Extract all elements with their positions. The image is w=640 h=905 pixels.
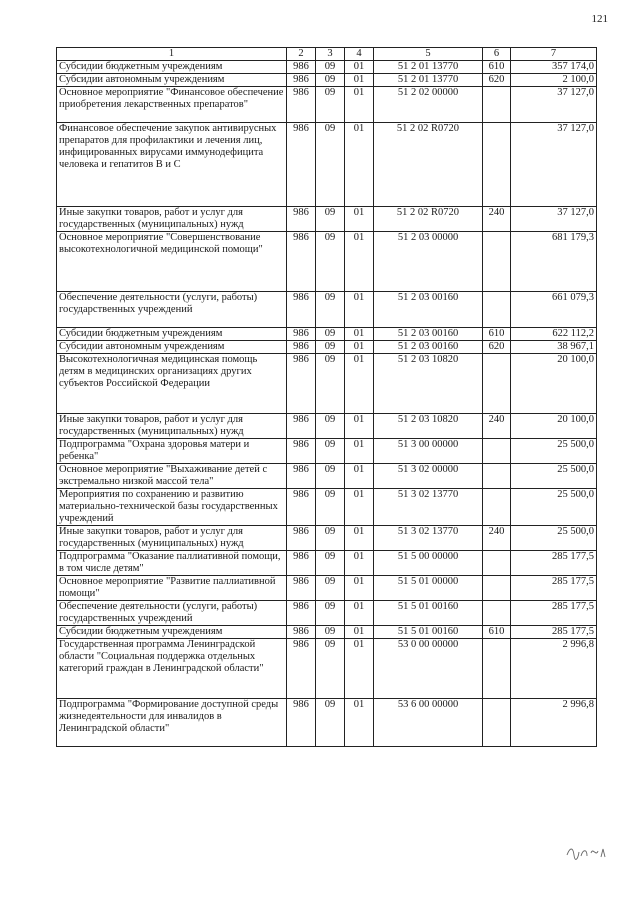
ministry-code: 986 bbox=[287, 74, 316, 87]
subsection-code: 01 bbox=[345, 489, 374, 526]
subsection-code: 01 bbox=[345, 61, 374, 74]
expense-type-code bbox=[483, 601, 511, 626]
ministry-code: 986 bbox=[287, 232, 316, 292]
target-article-code: 51 3 00 00000 bbox=[374, 439, 483, 464]
amount: 38 967,1 bbox=[511, 341, 597, 354]
amount: 37 127,0 bbox=[511, 87, 597, 123]
item-name: Субсидии бюджетным учреждениям bbox=[57, 61, 287, 74]
table-row bbox=[57, 87, 597, 123]
subsection-code: 01 bbox=[345, 354, 374, 414]
subsection-code: 01 bbox=[345, 464, 374, 489]
table-row bbox=[57, 464, 597, 489]
column-header: 2 bbox=[287, 48, 316, 61]
section-code: 09 bbox=[316, 74, 345, 87]
target-article-code: 51 3 02 00000 bbox=[374, 464, 483, 489]
amount: 2 100,0 bbox=[511, 74, 597, 87]
target-article-code: 51 5 01 00000 bbox=[374, 576, 483, 601]
expense-type-code bbox=[483, 699, 511, 747]
signature-mark bbox=[565, 843, 609, 863]
subsection-code: 01 bbox=[345, 341, 374, 354]
column-header: 7 bbox=[511, 48, 597, 61]
target-article-code: 51 2 01 13770 bbox=[374, 74, 483, 87]
section-code: 09 bbox=[316, 601, 345, 626]
expense-type-code bbox=[483, 639, 511, 699]
section-code: 09 bbox=[316, 207, 345, 232]
target-article-code: 51 3 02 13770 bbox=[374, 526, 483, 551]
expense-type-code bbox=[483, 489, 511, 526]
column-header: 3 bbox=[316, 48, 345, 61]
column-header: 5 bbox=[374, 48, 483, 61]
table-row bbox=[57, 551, 597, 576]
column-header: 1 bbox=[57, 48, 287, 61]
item-name: Основное мероприятие "Выхаживание детей с экстремально низкой массой тела" bbox=[57, 464, 287, 489]
target-article-code: 51 5 01 00160 bbox=[374, 601, 483, 626]
ministry-code: 986 bbox=[287, 87, 316, 123]
amount: 357 174,0 bbox=[511, 61, 597, 74]
target-article-code: 51 2 03 00160 bbox=[374, 292, 483, 328]
item-name: Подпрограмма "Охрана здоровья матери и ребенка" bbox=[57, 439, 287, 464]
target-article-code: 53 6 00 00000 bbox=[374, 699, 483, 747]
column-header: 6 bbox=[483, 48, 511, 61]
target-article-code: 51 2 03 10820 bbox=[374, 414, 483, 439]
amount: 20 100,0 bbox=[511, 354, 597, 414]
ministry-code: 986 bbox=[287, 526, 316, 551]
table-row bbox=[57, 489, 597, 526]
subsection-code: 01 bbox=[345, 328, 374, 341]
subsection-code: 01 bbox=[345, 74, 374, 87]
page-number: 121 bbox=[591, 13, 608, 25]
table-row bbox=[57, 699, 597, 747]
section-code: 09 bbox=[316, 328, 345, 341]
amount: 37 127,0 bbox=[511, 123, 597, 207]
table-row bbox=[57, 439, 597, 464]
ministry-code: 986 bbox=[287, 601, 316, 626]
table-row bbox=[57, 61, 597, 74]
ministry-code: 986 bbox=[287, 639, 316, 699]
expense-type-code bbox=[483, 464, 511, 489]
section-code: 09 bbox=[316, 123, 345, 207]
section-code: 09 bbox=[316, 576, 345, 601]
amount: 25 500,0 bbox=[511, 464, 597, 489]
item-name: Подпрограмма "Оказание паллиативной помощи, в том числе детям" bbox=[57, 551, 287, 576]
table-row bbox=[57, 341, 597, 354]
section-code: 09 bbox=[316, 526, 345, 551]
ministry-code: 986 bbox=[287, 576, 316, 601]
ministry-code: 986 bbox=[287, 354, 316, 414]
ministry-code: 986 bbox=[287, 292, 316, 328]
subsection-code: 01 bbox=[345, 292, 374, 328]
subsection-code: 01 bbox=[345, 87, 374, 123]
amount: 285 177,5 bbox=[511, 626, 597, 639]
target-article-code: 51 2 03 10820 bbox=[374, 354, 483, 414]
section-code: 09 bbox=[316, 639, 345, 699]
subsection-code: 01 bbox=[345, 123, 374, 207]
table-row bbox=[57, 576, 597, 601]
amount: 285 177,5 bbox=[511, 576, 597, 601]
expense-type-code: 610 bbox=[483, 328, 511, 341]
section-code: 09 bbox=[316, 354, 345, 414]
ministry-code: 986 bbox=[287, 414, 316, 439]
item-name: Иные закупки товаров, работ и услуг для государственных (муниципальных) нужд bbox=[57, 526, 287, 551]
amount: 661 079,3 bbox=[511, 292, 597, 328]
ministry-code: 986 bbox=[287, 439, 316, 464]
item-name: Основное мероприятие "Финансовое обеспечение приобретения лекарственных препаратов" bbox=[57, 87, 287, 123]
budget-table bbox=[56, 47, 597, 747]
section-code: 09 bbox=[316, 292, 345, 328]
expense-type-code bbox=[483, 232, 511, 292]
item-name: Иные закупки товаров, работ и услуг для государственных (муниципальных) нужд bbox=[57, 414, 287, 439]
table-row bbox=[57, 232, 597, 292]
target-article-code: 51 3 02 13770 bbox=[374, 489, 483, 526]
ministry-code: 986 bbox=[287, 626, 316, 639]
table-row bbox=[57, 292, 597, 328]
expense-type-code: 610 bbox=[483, 61, 511, 74]
item-name: Субсидии бюджетным учреждениям bbox=[57, 626, 287, 639]
item-name: Субсидии автономным учреждениям bbox=[57, 74, 287, 87]
header-row bbox=[57, 48, 597, 61]
amount: 2 996,8 bbox=[511, 639, 597, 699]
expense-type-code: 240 bbox=[483, 526, 511, 551]
subsection-code: 01 bbox=[345, 699, 374, 747]
item-name: Обеспечение деятельности (услуги, работы) государственных учреждений bbox=[57, 292, 287, 328]
section-code: 09 bbox=[316, 489, 345, 526]
item-name: Обеспечение деятельности (услуги, работы) государственных учреждений bbox=[57, 601, 287, 626]
section-code: 09 bbox=[316, 464, 345, 489]
table-row bbox=[57, 639, 597, 699]
item-name: Основное мероприятие "Развитие паллиативной помощи" bbox=[57, 576, 287, 601]
amount: 2 996,8 bbox=[511, 699, 597, 747]
amount: 25 500,0 bbox=[511, 439, 597, 464]
section-code: 09 bbox=[316, 439, 345, 464]
column-header: 4 bbox=[345, 48, 374, 61]
amount: 681 179,3 bbox=[511, 232, 597, 292]
item-name: Основное мероприятие "Совершенствование высокотехнологичной медицинской помощи" bbox=[57, 232, 287, 292]
section-code: 09 bbox=[316, 414, 345, 439]
amount: 20 100,0 bbox=[511, 414, 597, 439]
subsection-code: 01 bbox=[345, 576, 374, 601]
section-code: 09 bbox=[316, 341, 345, 354]
subsection-code: 01 bbox=[345, 626, 374, 639]
section-code: 09 bbox=[316, 551, 345, 576]
item-name: Субсидии автономным учреждениям bbox=[57, 341, 287, 354]
section-code: 09 bbox=[316, 87, 345, 123]
item-name: Мероприятия по сохранению и развитию материально-технической базы государственных учреждений bbox=[57, 489, 287, 526]
ministry-code: 986 bbox=[287, 464, 316, 489]
subsection-code: 01 bbox=[345, 551, 374, 576]
expense-type-code: 620 bbox=[483, 74, 511, 87]
amount: 37 127,0 bbox=[511, 207, 597, 232]
target-article-code: 51 2 03 00160 bbox=[374, 341, 483, 354]
expense-type-code bbox=[483, 123, 511, 207]
table-row bbox=[57, 601, 597, 626]
expense-type-code: 620 bbox=[483, 341, 511, 354]
section-code: 09 bbox=[316, 626, 345, 639]
subsection-code: 01 bbox=[345, 439, 374, 464]
item-name: Подпрограмма "Формирование доступной среды жизнедеятельности для инвалидов в Ленинградской области" bbox=[57, 699, 287, 747]
expense-type-code bbox=[483, 87, 511, 123]
ministry-code: 986 bbox=[287, 341, 316, 354]
expense-type-code bbox=[483, 576, 511, 601]
expense-type-code bbox=[483, 292, 511, 328]
subsection-code: 01 bbox=[345, 526, 374, 551]
section-code: 09 bbox=[316, 699, 345, 747]
target-article-code: 51 2 03 00160 bbox=[374, 328, 483, 341]
amount: 285 177,5 bbox=[511, 601, 597, 626]
target-article-code: 51 2 01 13770 bbox=[374, 61, 483, 74]
amount: 25 500,0 bbox=[511, 489, 597, 526]
item-name: Высокотехнологичная медицинская помощь детям в медицинских организациях других субъектов Российской Федерации bbox=[57, 354, 287, 414]
target-article-code: 51 5 01 00160 bbox=[374, 626, 483, 639]
subsection-code: 01 bbox=[345, 639, 374, 699]
table-row bbox=[57, 123, 597, 207]
amount: 25 500,0 bbox=[511, 526, 597, 551]
ministry-code: 986 bbox=[287, 123, 316, 207]
table-row bbox=[57, 207, 597, 232]
expense-type-code bbox=[483, 439, 511, 464]
item-name: Финансовое обеспечение закупок антивирусных препаратов для профилактики и лечения лиц, инфицированных вирусами иммунодефицита человека и гепатитов В и С bbox=[57, 123, 287, 207]
expense-type-code: 240 bbox=[483, 414, 511, 439]
table-row bbox=[57, 526, 597, 551]
section-code: 09 bbox=[316, 61, 345, 74]
ministry-code: 986 bbox=[287, 489, 316, 526]
ministry-code: 986 bbox=[287, 61, 316, 74]
item-name: Иные закупки товаров, работ и услуг для государственных (муниципальных) нужд bbox=[57, 207, 287, 232]
subsection-code: 01 bbox=[345, 207, 374, 232]
section-code: 09 bbox=[316, 232, 345, 292]
ministry-code: 986 bbox=[287, 551, 316, 576]
amount: 622 112,2 bbox=[511, 328, 597, 341]
item-name: Государственная программа Ленинградской области "Социальная поддержка отдельных категорий граждан в Ленинградской области" bbox=[57, 639, 287, 699]
expense-type-code: 610 bbox=[483, 626, 511, 639]
expense-type-code bbox=[483, 551, 511, 576]
ministry-code: 986 bbox=[287, 699, 316, 747]
ministry-code: 986 bbox=[287, 328, 316, 341]
target-article-code: 53 0 00 00000 bbox=[374, 639, 483, 699]
subsection-code: 01 bbox=[345, 232, 374, 292]
table-row bbox=[57, 414, 597, 439]
target-article-code: 51 2 02 00000 bbox=[374, 87, 483, 123]
target-article-code: 51 2 03 00000 bbox=[374, 232, 483, 292]
target-article-code: 51 5 00 00000 bbox=[374, 551, 483, 576]
ministry-code: 986 bbox=[287, 207, 316, 232]
subsection-code: 01 bbox=[345, 601, 374, 626]
item-name: Субсидии бюджетным учреждениям bbox=[57, 328, 287, 341]
subsection-code: 01 bbox=[345, 414, 374, 439]
table-row bbox=[57, 74, 597, 87]
target-article-code: 51 2 02 R0720 bbox=[374, 207, 483, 232]
table-row bbox=[57, 328, 597, 341]
table-row bbox=[57, 354, 597, 414]
target-article-code: 51 2 02 R0720 bbox=[374, 123, 483, 207]
amount: 285 177,5 bbox=[511, 551, 597, 576]
table-row bbox=[57, 626, 597, 639]
expense-type-code: 240 bbox=[483, 207, 511, 232]
expense-type-code bbox=[483, 354, 511, 414]
